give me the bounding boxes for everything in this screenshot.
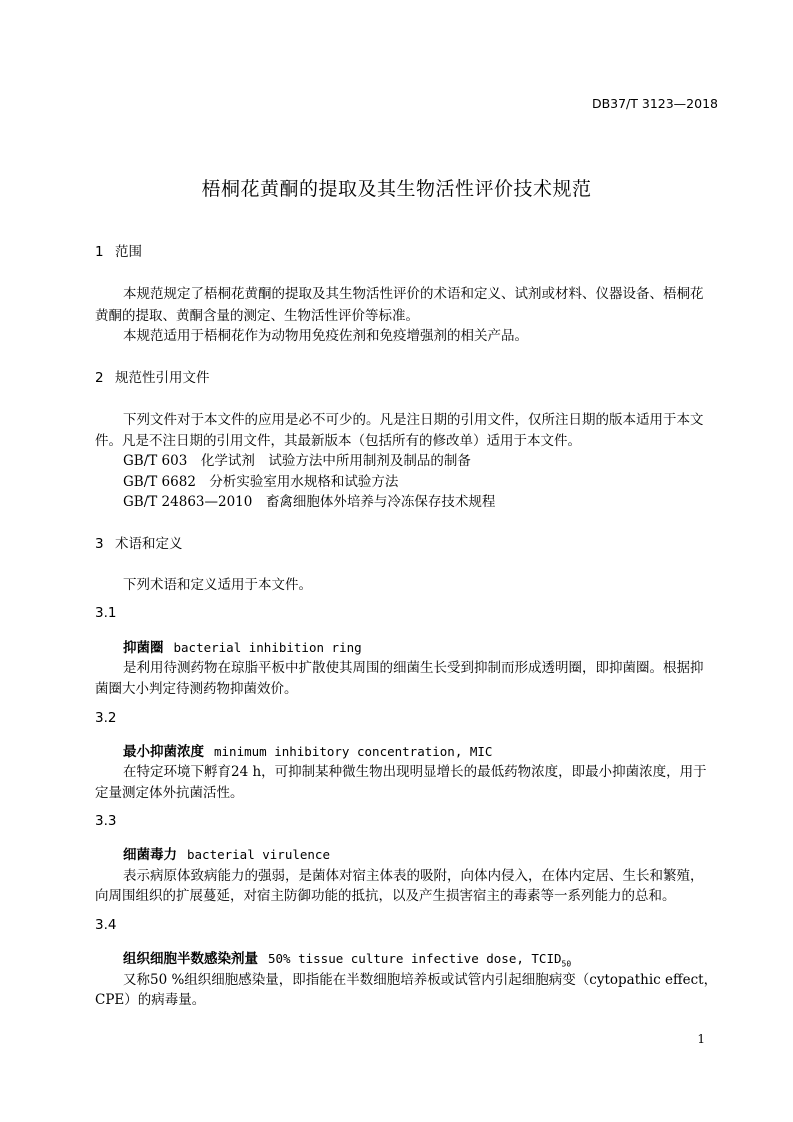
section-1-number: 1	[95, 244, 104, 260]
term-en	[268, 951, 572, 969]
term-heading	[123, 740, 492, 760]
term-definition-line-2: CPE）的病毒量。	[95, 992, 206, 1008]
term-zh: 细菌毒力	[123, 847, 177, 863]
term-heading	[123, 636, 362, 656]
section-3-heading	[95, 532, 183, 552]
term-zh: 组织细胞半数感染剂量	[123, 951, 258, 967]
term-en-text: 50% tissue culture infective dose, TCID	[268, 951, 562, 966]
term-definition-line-1: 在特定环境下孵育24 h，可抑制某种微生物出现明显增长的最低药物浓度，即最小抑菌浓度，用于	[123, 764, 707, 780]
term-number: 3.3	[95, 813, 117, 829]
term-heading	[123, 843, 330, 863]
section-2-para-line-2: 件。凡是不注日期的引用文件，其最新版本（包括所有的修改单）适用于本文件。	[95, 433, 581, 449]
section-2-para-line-1: 下列文件对于本文件的应用是必不可少的。凡是注日期的引用文件，仅所注日期的版本适用于本文	[123, 412, 704, 428]
term-number: 3.1	[95, 605, 117, 621]
term-definition-line-1: 又称50 %组织细胞感染量，即指能在半数细胞培养板或试管内引起细胞病变（cytopathic effect，	[123, 972, 718, 988]
term-number: 3.4	[95, 917, 117, 933]
section-1-para-1-line-1: 本规范规定了梧桐花黄酮的提取及其生物活性评价的术语和定义、试剂或材料、仪器设备、梧桐花	[123, 286, 704, 302]
section-3-intro: 下列术语和定义适用于本文件。	[123, 577, 312, 593]
term-number: 3.2	[95, 710, 117, 726]
term-definition-line-1: 表示病原体致病能力的强弱，是菌体对宿主体表的吸附，向体内侵入，在体内定居、生长和繁殖，	[123, 868, 704, 884]
section-2-heading	[95, 366, 210, 386]
page-number: 1	[697, 1032, 705, 1046]
term-en: bacterial virulence	[187, 847, 330, 862]
section-1-title: 范围	[115, 244, 142, 260]
term-heading	[123, 947, 571, 969]
term-zh: 抑菌圈	[123, 640, 164, 656]
document-title: 梧桐花黄酮的提取及其生物活性评价技术规范	[201, 178, 592, 200]
section-1-para-2: 本规范适用于梧桐花作为动物用免疫佐剂和免疫增强剂的相关产品。	[123, 328, 528, 344]
term-definition-line-2: 菌圈大小判定待测药物抑菌效价。	[95, 681, 298, 697]
section-1-heading	[95, 240, 142, 260]
term-definition-line-2: 向周围组织的扩展蔓延，对宿主防御功能的抵抗，以及产生损害宿主的毒素等一系列能力的总和。	[95, 888, 676, 904]
section-3-title: 术语和定义	[115, 536, 183, 552]
term-en: minimum inhibitory concentration, MIC	[214, 744, 493, 759]
normative-reference: GB/T 6682 分析实验室用水规格和试验方法	[123, 474, 399, 490]
term-zh: 最小抑菌浓度	[123, 744, 204, 760]
section-2-title: 规范性引用文件	[115, 370, 210, 386]
section-1-para-1-line-2: 黄酮的提取、黄酮含量的测定、生物活性评价等标准。	[95, 308, 419, 324]
term-definition-line-1: 是利用待测药物在琼脂平板中扩散使其周围的细菌生长受到抑制而形成透明圈，即抑菌圈。根据抑	[123, 660, 704, 676]
term-en-subscript: 50	[561, 959, 572, 969]
normative-reference: GB/T 24863—2010 畜禽细胞体外培养与冷冻保存技术规程	[123, 494, 496, 510]
term-en: bacterial inhibition ring	[173, 640, 362, 655]
section-3-number: 3	[95, 536, 104, 552]
section-2-number: 2	[95, 370, 104, 386]
standard-number: DB37/T 3123—2018	[591, 96, 718, 111]
normative-reference: GB/T 603 化学试剂 试验方法中所用制剂及制品的制备	[123, 453, 471, 469]
term-definition-line-2: 定量测定体外抗菌活性。	[95, 785, 244, 801]
